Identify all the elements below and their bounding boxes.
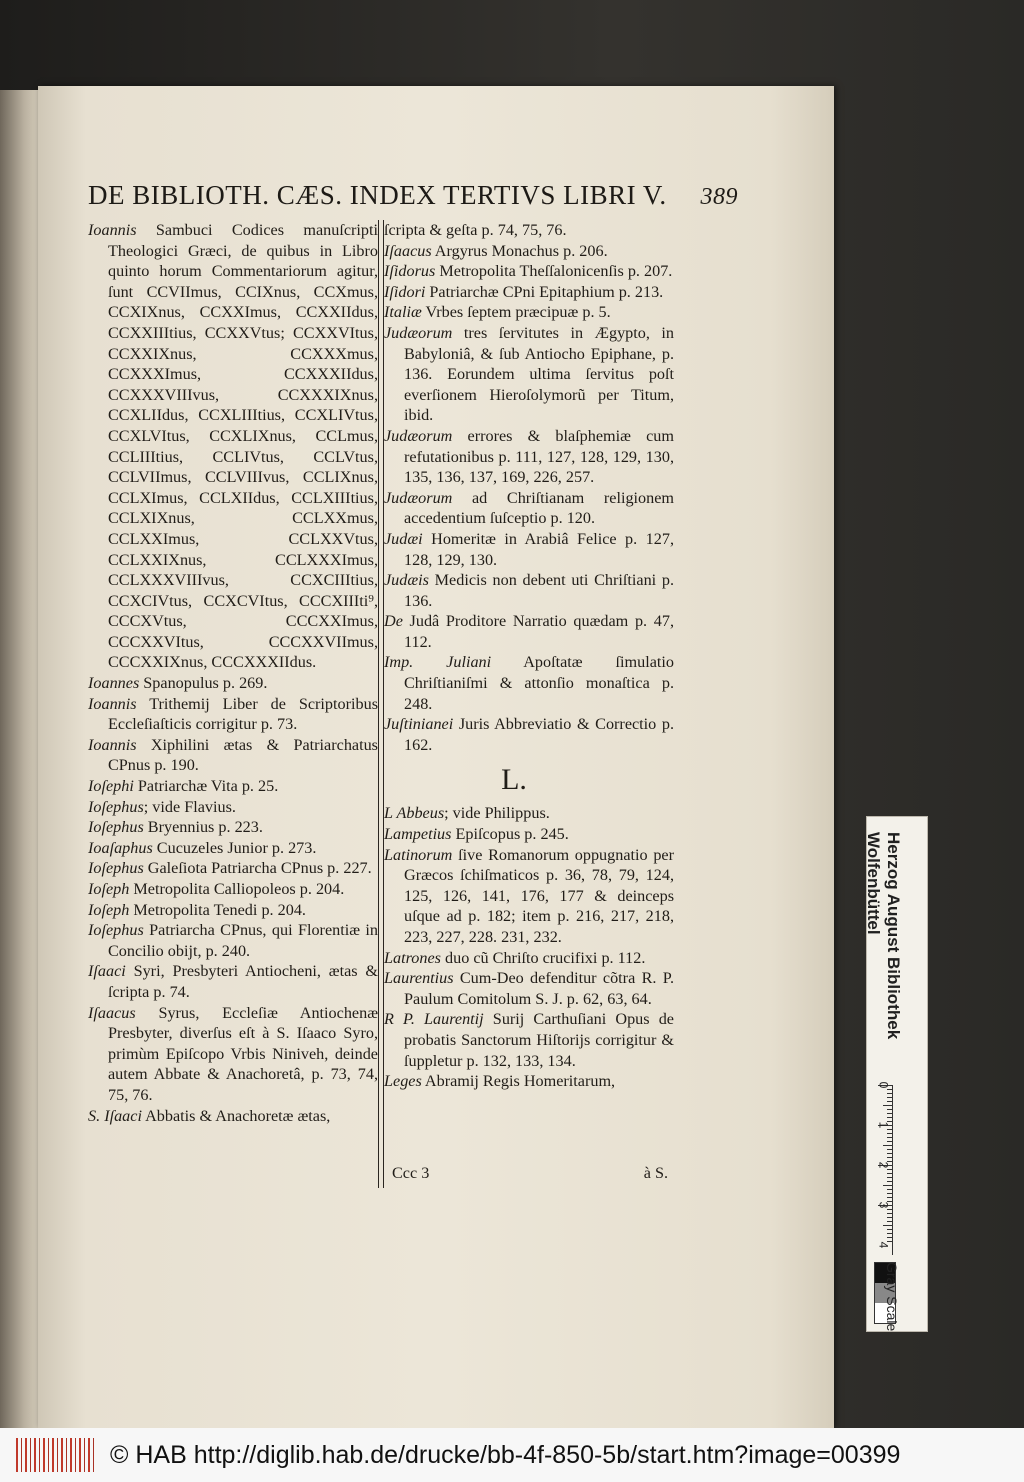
ruler-tick bbox=[887, 1141, 892, 1142]
entry-text: duo cũ Chriſto crucifixi p. 112. bbox=[440, 948, 646, 967]
index-entry bbox=[384, 824, 674, 845]
entry-text: Patriarcha CPnus, qui Florentiæ in Concilio obijt, p. 240. bbox=[108, 921, 378, 960]
entry-text: Epiſcopus p. 245. bbox=[451, 825, 569, 844]
ruler-tick bbox=[887, 1189, 892, 1190]
gray-scale-label: Gray Scale bbox=[884, 1262, 900, 1332]
index-entry bbox=[384, 529, 674, 570]
ruler-tick bbox=[887, 1101, 892, 1102]
page-footer-marks bbox=[392, 1164, 668, 1183]
library-name bbox=[863, 832, 903, 1039]
entry-text: Patriarchæ CPni Epitaphium p. 213. bbox=[425, 282, 664, 301]
entry-headword: Laurentius bbox=[384, 969, 454, 988]
section-letter: L. bbox=[501, 763, 527, 797]
index-entry bbox=[88, 1003, 378, 1106]
entry-headword: Latinorum bbox=[384, 845, 453, 864]
entry-text: Syri, Presbyteri Antiocheni, ætas & ſcripta p. 74. bbox=[108, 962, 378, 1001]
ruler-tick bbox=[887, 1177, 892, 1178]
running-head bbox=[88, 180, 738, 220]
ruler-tick bbox=[887, 1169, 892, 1170]
entry-text: Juris Abbreviatio & Correctio p. 162. bbox=[404, 715, 674, 754]
library-name-line2: Wolfenbüttel bbox=[864, 832, 883, 935]
ruler-tick bbox=[887, 1173, 892, 1174]
ruler-tick bbox=[887, 1237, 892, 1238]
ruler-tick bbox=[887, 1149, 892, 1150]
ruler-tick bbox=[887, 1213, 892, 1214]
entry-text: Medicis non debent uti Chriſtiani p. 136. bbox=[404, 571, 674, 610]
index-entry bbox=[88, 900, 378, 921]
index-entry bbox=[88, 776, 378, 797]
entry-headword: Imp. Juliani bbox=[384, 653, 492, 672]
index-entry bbox=[384, 611, 674, 652]
ruler-label: 0 bbox=[876, 1081, 891, 1089]
entry-headword: Judæis bbox=[384, 571, 429, 590]
entry-headword: Judæorum bbox=[384, 488, 453, 507]
index-entry bbox=[384, 282, 674, 303]
ruler-tick bbox=[887, 1097, 892, 1098]
index-entry bbox=[88, 694, 378, 735]
index-entry bbox=[88, 735, 378, 776]
ruler-tick bbox=[887, 1093, 892, 1094]
entry-text: ſcripta & geſta p. 74, 75, 76. bbox=[384, 221, 567, 239]
entry-headword: Ioannes bbox=[88, 674, 140, 693]
index-entry bbox=[88, 858, 378, 879]
index-entry bbox=[384, 261, 674, 282]
entry-text: Homeritæ in Arabiâ Felice p. 127, 128, 129, 130. bbox=[404, 529, 674, 569]
ruler-tick bbox=[887, 1181, 892, 1182]
entry-headword: Juſtinianei bbox=[384, 715, 454, 734]
ruler-tick bbox=[883, 1105, 892, 1106]
entry-headword: Iſaaci bbox=[88, 962, 126, 981]
hab-logo-icon bbox=[16, 1438, 96, 1472]
catchword: à S. bbox=[643, 1164, 668, 1182]
entry-headword: Leges bbox=[384, 1072, 422, 1091]
entry-text: Cum-Deo defenditur cõtra R. P. Paulum Comitolum S. J. p. 62, 63, 64. bbox=[404, 969, 674, 1008]
index-entry bbox=[384, 488, 674, 529]
entry-headword: Ioſephus bbox=[88, 859, 144, 878]
entry-text: ; vide Flavius. bbox=[143, 797, 236, 816]
index-entry bbox=[384, 426, 674, 488]
ruler-label: 1 bbox=[876, 1121, 891, 1129]
entry-text: Galeſiota Patriarcha CPnus p. 227. bbox=[143, 859, 372, 878]
index-entry bbox=[88, 879, 378, 900]
entry-text: Bryennius p. 223. bbox=[143, 818, 263, 837]
entry-text: ad Chriſtianam religionem accedentium ſuſceptio p. 120. bbox=[404, 488, 674, 528]
ruler-tick bbox=[887, 1153, 892, 1154]
index-entry bbox=[384, 323, 674, 426]
entry-headword: Lampetius bbox=[384, 825, 452, 844]
entry-headword: Ioannis bbox=[88, 735, 137, 754]
entry-text: tres ſervitutes in Ægypto, in Babyloniâ, & ſub Antiocho Epiphane, p. 136. Eorundem ultima ſervitus poſt everſionem Hieroſolymorũ per Titum, ibid. bbox=[404, 323, 674, 425]
index-entry bbox=[384, 652, 674, 714]
entry-headword: Ioannis bbox=[88, 221, 137, 239]
page-number: 389 bbox=[700, 184, 738, 210]
entry-headword: L Abbeus bbox=[384, 804, 445, 823]
entry-text: Surij Carthuſiani Opus de probatis Sanctorum Hiſtorijs corrigitur & ſuppletur p. 132, 133, 134. bbox=[404, 1010, 674, 1070]
index-entry bbox=[384, 714, 674, 755]
entry-text: Xiphilini ætas & Patriarchatus CPnus p. 190. bbox=[108, 735, 378, 775]
ruler-tick bbox=[883, 1185, 892, 1186]
entry-text: Spanopulus p. 269. bbox=[139, 674, 268, 693]
entry-text: Metropolita Tenedi p. 204. bbox=[129, 900, 306, 919]
running-title: DE BIBLIOTH. CÆS. INDEX TERTIVS LIBRI V. bbox=[88, 180, 667, 210]
entry-text: Apoſtatæ ſimulatio Chriſtianiſmi & attonſio monaſtica p. 248. bbox=[404, 653, 674, 713]
ruler-label: 3 bbox=[876, 1201, 891, 1209]
entry-headword: Ioſephus bbox=[88, 921, 144, 940]
index-entry bbox=[384, 241, 674, 262]
entry-headword: Iſaacus bbox=[88, 1003, 136, 1022]
index-entry bbox=[384, 803, 674, 824]
ruler-tick bbox=[887, 1193, 892, 1194]
index-entry bbox=[384, 845, 674, 948]
ruler-tick bbox=[883, 1225, 892, 1226]
entry-headword: Italiæ bbox=[384, 303, 422, 322]
entry-headword: Judæorum bbox=[384, 426, 453, 445]
ruler-tick bbox=[887, 1229, 892, 1230]
ruler-tick bbox=[887, 1221, 892, 1222]
index-entry bbox=[88, 1106, 378, 1127]
credit-link[interactable]: © HAB http://diglib.hab.de/drucke/bb-4f-850-5b/start.htm?image=00399 bbox=[110, 1440, 901, 1469]
index-entry bbox=[384, 968, 674, 1009]
entry-headword: R P. Laurentij bbox=[384, 1010, 484, 1029]
index-entry bbox=[384, 948, 674, 969]
entry-text: Sambuci Codices manuſcripti Theologici Græci, de quibus in Libro quinto horum Commentariorum agitur, ſunt CCVIImus, CCIXnus, CCXmus, CCXIXnus, CCXXImus, CCXXIIdus, CCXXIIItius, CCXXVtus; CCXXVItus, CCXXIXnus, CCXXXmus, CCXXXImus, CCXXXIIdus, CCXXXVIIIvus, CCXXXIXnus, CCXLIIdus, CCXLIIItius, CCXLIVtus, CCXLVItus, CCXLIXnus, CCLmus, CCLIIItius, CCLIVtus, CCLVtus, CCLVIImus, CCLVIIIvus, CCLIXnus, CCLXImus, CCLXIIdus, CCLXIIItius, CCLXIXnus, CCLXXmus, CCLXXImus, CCLXXVtus, CCLXXIXnus, CCLXXXImus, CCLXXXVIIIvus, CCXCIIItius, CCXCIVtus, CCXCVItus, CCCXIIIti⁹, CCCXVtus, CCCXXImus, CCCXXVItus, CCCXXVIImus, CCCXXIXnus, CCCXXXIIdus. bbox=[108, 221, 378, 672]
entry-headword: Iſidorus bbox=[384, 262, 436, 281]
library-name-line1: Herzog August Bibliothek bbox=[884, 832, 903, 1040]
entry-text: ſive Romanorum oppugnatio per Græcos ſchiſmaticos p. 36, 78, 79, 124, 125, 126, 141, 176, 177 & deinceps uſque ad p. 182; item p. 216, 217, 218, 223, 227, 228. 231, 232. bbox=[404, 845, 674, 946]
index-entry bbox=[88, 220, 378, 673]
ruler-tick bbox=[887, 1089, 892, 1090]
entry-headword: Iſidori bbox=[384, 282, 426, 301]
index-entry bbox=[88, 838, 378, 859]
entry-headword: Judæorum bbox=[384, 323, 453, 342]
index-entry bbox=[384, 1009, 674, 1071]
entry-text: Judâ Proditore Narratio quædam p. 47, 112. bbox=[402, 612, 674, 651]
right-column bbox=[384, 220, 674, 1092]
entry-headword: Ioſephus bbox=[88, 797, 144, 816]
ruler-tick bbox=[887, 1157, 892, 1158]
facing-page-edge bbox=[0, 90, 40, 1428]
entry-headword: Latrones bbox=[384, 948, 441, 967]
entry-headword: Ioaſaphus bbox=[88, 838, 153, 857]
ruler-tick bbox=[887, 1133, 892, 1134]
signature-mark: Ccc 3 bbox=[392, 1164, 430, 1182]
ruler-tick bbox=[887, 1217, 892, 1218]
ruler-label: 4 bbox=[876, 1241, 891, 1249]
index-entry bbox=[88, 920, 378, 961]
scale-ruler bbox=[872, 1085, 893, 1255]
index-entry bbox=[88, 797, 378, 818]
entry-headword: Ioſephi bbox=[88, 777, 134, 796]
entry-text: Argyrus Monachus p. 206. bbox=[431, 241, 608, 260]
index-entry bbox=[88, 961, 378, 1002]
entry-headword: Judæi bbox=[384, 529, 423, 548]
index-entry bbox=[384, 570, 674, 611]
ruler-tick bbox=[887, 1129, 892, 1130]
entry-headword: Iſaacus bbox=[384, 241, 432, 260]
entry-text: errores & blaſphemiæ cum refutationibus p. 111, 127, 128, 129, 130, 135, 136, 137, 169, 226, 257. bbox=[404, 426, 674, 487]
entry-headword: De bbox=[384, 612, 403, 631]
entry-text: Metropolita Theſſalonicenſis p. 207. bbox=[435, 262, 673, 281]
ruler-tick bbox=[887, 1209, 892, 1210]
entry-text: Trithemij Liber de Scriptoribus Eccleſiaſticis corrigitur p. 73. bbox=[108, 694, 378, 734]
viewer-footer bbox=[0, 1428, 1024, 1482]
entry-headword: Ioſeph bbox=[88, 880, 130, 898]
ruler-tick bbox=[887, 1233, 892, 1234]
entry-headword: Ioſeph bbox=[88, 900, 130, 919]
entry-text: Syrus, Eccleſiæ Antiochenæ Presbyter, diverſus eſt à S. Iſaaco Syro, primùm Epiſcopo Vrbis Niniveh, deinde autem Abbate & Anachoretâ, p. 73, 74, 75, 76. bbox=[108, 1003, 378, 1104]
ruler-tick bbox=[887, 1117, 892, 1118]
entry-text: Cucuzeles Junior p. 273. bbox=[152, 838, 317, 857]
ruler-label: 2 bbox=[876, 1161, 891, 1169]
index-entry bbox=[88, 817, 378, 838]
ruler-tick bbox=[887, 1109, 892, 1110]
entry-text: Vrbes ſeptem præcipuæ p. 5. bbox=[421, 303, 611, 322]
entry-text: Abramij Regis Homeritarum, bbox=[421, 1072, 616, 1091]
index-entry bbox=[384, 302, 674, 323]
ruler-tick bbox=[883, 1145, 892, 1146]
right-column-l-entries bbox=[384, 803, 674, 1091]
entry-headword: Ioannis bbox=[88, 694, 137, 713]
ruler-tick bbox=[887, 1197, 892, 1198]
ruler-tick bbox=[887, 1113, 892, 1114]
entry-text: Abbatis & Anachoretæ ætas, bbox=[141, 1106, 331, 1125]
index-entry bbox=[384, 220, 674, 241]
entry-headword: S. Iſaaci bbox=[88, 1106, 142, 1125]
entry-headword: Ioſephus bbox=[88, 818, 144, 837]
ruler-tick bbox=[887, 1137, 892, 1138]
left-column bbox=[88, 220, 378, 1126]
entry-text: Metropolita Calliopoleos p. 204. bbox=[129, 880, 345, 898]
entry-text: Patriarchæ Vita p. 25. bbox=[133, 777, 279, 796]
index-entry bbox=[384, 1071, 674, 1092]
entry-text: ; vide Philippus. bbox=[444, 804, 550, 823]
right-column-j-entries bbox=[384, 220, 674, 755]
index-entry bbox=[88, 673, 378, 694]
